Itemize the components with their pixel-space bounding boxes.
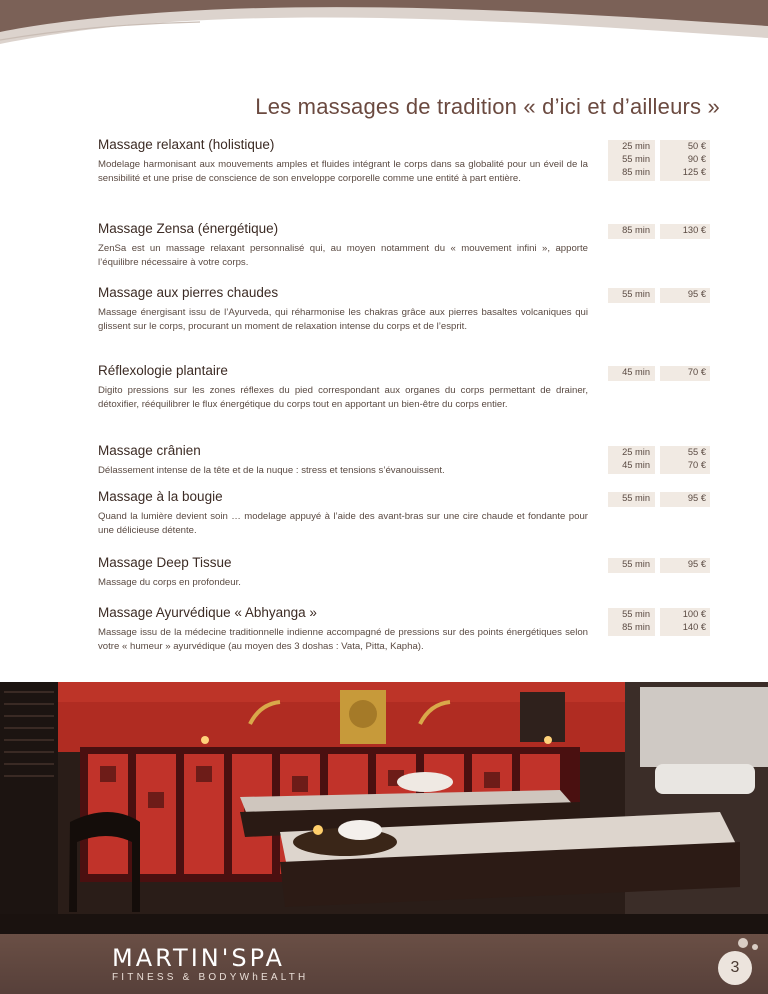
page-number: 3: [718, 951, 752, 985]
price-table: [608, 492, 710, 507]
price-table: [608, 366, 710, 381]
price: 90 €: [687, 154, 706, 164]
brand-tagline: FITNESS & BODYWhEALTH: [112, 972, 309, 983]
header-swoosh: [0, 0, 768, 70]
duration: 45 min: [622, 460, 650, 470]
price-row: [608, 288, 710, 301]
service-name: Massage à la bougie: [98, 489, 223, 504]
price-table: [608, 224, 710, 239]
duration: 45 min: [622, 367, 650, 377]
service-item: [98, 362, 710, 411]
duration: 25 min: [622, 447, 650, 457]
duration: 55 min: [622, 559, 650, 569]
price: 95 €: [687, 289, 706, 299]
service-name: Massage Ayurvédique « Abhyanga »: [98, 605, 317, 620]
price-row: [608, 140, 710, 153]
price: 125 €: [682, 167, 706, 177]
service-item: [98, 554, 710, 590]
spa-massage-room-photo: [0, 682, 768, 934]
price-table: [608, 608, 710, 636]
price-table: [608, 140, 710, 181]
price: 140 €: [682, 622, 706, 632]
duration: 85 min: [622, 167, 650, 177]
service-name: Massage relaxant (holistique): [98, 137, 275, 152]
price-row: [608, 366, 710, 379]
price-row: [608, 224, 710, 237]
service-name: Réflexologie plantaire: [98, 363, 228, 378]
duration: 85 min: [622, 225, 650, 235]
service-description: Délassement intense de la tête et de la nuque : stress et tensions s’évanouissent.: [98, 465, 445, 476]
service-description: Massage énergisant issu de l’Ayurveda, qui réharmonise les chakras grâce aux pierres basaltes volcaniques qui glissent sur le corps, procurant un moment de relaxation intense du corps et de l’esprit.: [98, 307, 588, 332]
price-table: [608, 446, 710, 474]
price-row: [608, 608, 710, 621]
price: 130 €: [682, 225, 706, 235]
service-description: Massage du corps en profondeur.: [98, 577, 241, 588]
price-row: [608, 621, 710, 634]
service-item: [98, 488, 710, 537]
service-item: [98, 284, 710, 333]
price: 95 €: [687, 559, 706, 569]
service-description: Quand la lumière devient soin … modelage appuyé à l’aide des avant-bras sur une cire chaude et fondante pour une délicieuse détente.: [98, 511, 588, 536]
brand-logo-name: MARTIN'SPA: [112, 944, 285, 972]
price-table: [608, 288, 710, 303]
price: 100 €: [682, 609, 706, 619]
service-description: Digito pressions sur les zones réflexes du pied correspondant aux organes du corps permettant de drainer, détoxifier, rééquilibrer le flux énergétique du corps tout en apportant un bien-être du corps entier.: [98, 385, 588, 410]
duration: 55 min: [622, 609, 650, 619]
service-description: Modelage harmonisant aux mouvements amples et fluides intégrant le corps dans sa globalité pour un éveil de la sensibilité et une prise de conscience de son enveloppe corporelle comme une entité à part entière.: [98, 159, 588, 184]
decorative-dot: [738, 938, 748, 948]
price-row: [608, 558, 710, 571]
price: 50 €: [687, 141, 706, 151]
price-row: [608, 166, 710, 179]
service-name: Massage Zensa (énergétique): [98, 221, 279, 236]
page-title: Les massages de tradition « d’ici et d’ailleurs »: [255, 94, 720, 119]
price: 70 €: [687, 460, 706, 470]
service-description: ZenSa est un massage relaxant personnalisé qui, au moyen notamment du « mouvement infini », apporte l’équilibre nécessaire à votre corps.: [98, 243, 588, 268]
price: 95 €: [687, 493, 706, 503]
service-name: Massage Deep Tissue: [98, 555, 232, 570]
price-row: [608, 153, 710, 166]
service-item: [98, 136, 710, 185]
decorative-dot: [752, 944, 758, 950]
duration: 55 min: [622, 493, 650, 503]
price-row: [608, 492, 710, 505]
duration: 55 min: [622, 289, 650, 299]
price-row: [608, 459, 710, 472]
duration: 85 min: [622, 622, 650, 632]
duration: 25 min: [622, 141, 650, 151]
service-item: [98, 442, 710, 478]
price-row: [608, 446, 710, 459]
price: 55 €: [687, 447, 706, 457]
price: 70 €: [687, 367, 706, 377]
service-item: [98, 604, 710, 653]
service-name: Massage crânien: [98, 443, 201, 458]
service-name: Massage aux pierres chaudes: [98, 285, 279, 300]
duration: 55 min: [622, 154, 650, 164]
price-table: [608, 558, 710, 573]
service-description: Massage issu de la médecine traditionnelle indienne accompagné de pressions sur des points énergétiques selon votre « humeur » ayurvédique (au moyen des 3 doshas : Vata, Pitta, Kapha).: [98, 627, 588, 652]
service-item: [98, 220, 710, 269]
